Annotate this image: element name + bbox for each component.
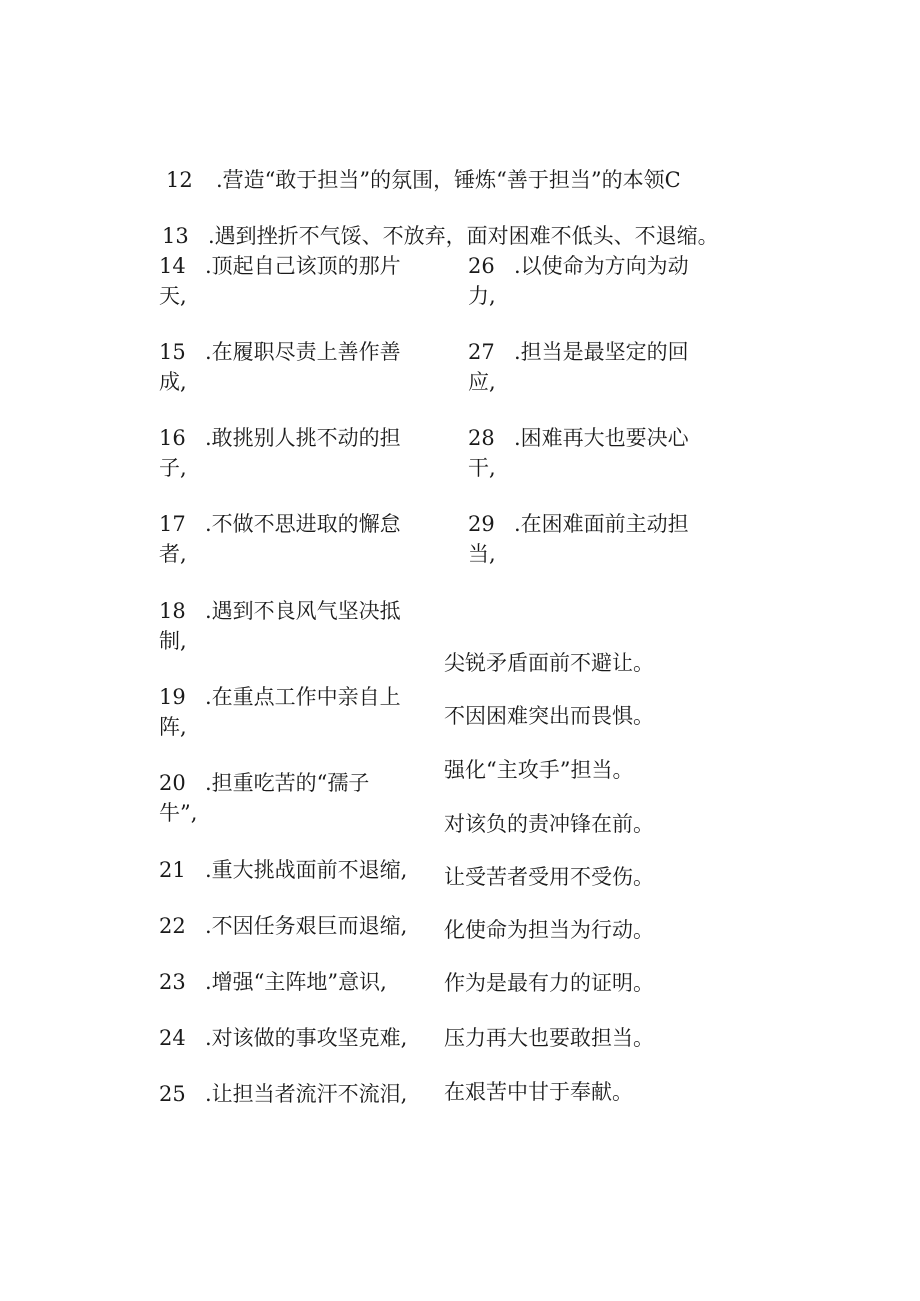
- item-text: .敢挑别人挑不动的担: [205, 426, 401, 450]
- list-item-20: [159, 768, 369, 828]
- list-item-continuation-right: 尖锐矛盾面前不避让。: [444, 651, 654, 675]
- list-item-25: [159, 1081, 407, 1107]
- item-text: .不做不思进取的懈怠: [205, 512, 401, 536]
- item-continuation: 应,: [468, 370, 496, 394]
- item-text: .担当是最坚定的回: [514, 340, 689, 364]
- list-item-continuation-right: 对该负的责冲锋在前。: [444, 812, 654, 836]
- item-number: 23: [159, 970, 186, 994]
- item-number: 14: [159, 254, 186, 278]
- list-item-continuation-right: 作为是最有力的证明。: [444, 971, 654, 995]
- list-item-continuation-right: 在艰苦中甘于奉献。: [444, 1080, 633, 1104]
- item-continuation: 干,: [468, 456, 496, 480]
- item-number: 19: [159, 685, 186, 709]
- item-number: 27: [468, 340, 495, 364]
- list-item-18: [159, 596, 401, 656]
- item-number: 26: [468, 254, 495, 278]
- list-item-24: [159, 1025, 407, 1051]
- item-number: 24: [159, 1026, 186, 1050]
- list-item-17: [159, 509, 401, 569]
- list-item-continuation-right: 化使命为担当为行动。: [444, 918, 654, 942]
- list-item-23: [159, 969, 387, 995]
- item-number: 20: [159, 771, 186, 795]
- item-text: .不因任务艰巨而退缩,: [205, 914, 408, 938]
- list-item-22: [159, 913, 407, 939]
- item-continuation: 阵,: [159, 715, 187, 739]
- item-text: .在重点工作中亲自上: [205, 685, 401, 709]
- list-item-29: [468, 509, 689, 569]
- item-continuation: 天,: [159, 284, 187, 308]
- item-text: .顶起自己该顶的那片: [205, 254, 401, 278]
- item-number: 29: [468, 512, 495, 536]
- item-number: 21: [159, 858, 186, 882]
- item-number: 28: [468, 426, 495, 450]
- item-continuation: 制,: [159, 629, 187, 653]
- list-item-27: [468, 337, 689, 397]
- item-number: 13: [162, 224, 189, 248]
- item-number: 22: [159, 914, 186, 938]
- item-text: .担重吃苦的“孺子: [205, 771, 370, 795]
- item-text: .让担当者流汗不流泪,: [205, 1082, 408, 1106]
- item-continuation: 牛”,: [159, 801, 198, 825]
- list-item-21: [159, 857, 407, 883]
- item-text: .增强“主阵地”意识,: [205, 970, 387, 994]
- item-number: 15: [159, 340, 186, 364]
- item-text: .在履职尽责上善作善: [205, 340, 401, 364]
- list-item-continuation-right: 压力再大也要敢担当。: [444, 1026, 654, 1050]
- list-item-15: [159, 337, 401, 397]
- list-item-19: [159, 682, 401, 742]
- item-text: .以使命为方向为动: [514, 254, 689, 278]
- item-text: .重大挑战面前不退缩,: [205, 858, 408, 882]
- item-number: 25: [159, 1082, 186, 1106]
- list-item-14: [159, 251, 401, 311]
- item-text: .遇到不良风气坚决抵: [205, 599, 401, 623]
- item-number: 18: [159, 599, 186, 623]
- list-item-continuation-right: 让受苦者受用不受伤。: [444, 865, 654, 889]
- list-item-continuation-right: 强化“主攻手”担当。: [444, 758, 634, 782]
- item-number: 17: [159, 512, 186, 536]
- item-text: .遇到挫折不气馁、不放弃，面对困难不低头、不退缩。: [208, 224, 719, 248]
- list-item-16: [159, 423, 401, 483]
- item-text: .在困难面前主动担: [514, 512, 689, 536]
- item-continuation: 子,: [159, 456, 187, 480]
- item-text: .困难再大也要决心: [514, 426, 689, 450]
- item-continuation: 成,: [159, 370, 187, 394]
- list-item-28: [468, 423, 689, 483]
- list-item-26: [468, 251, 689, 311]
- item-number: 12: [166, 168, 193, 192]
- item-number: 16: [159, 426, 186, 450]
- list-item-13: [162, 223, 719, 249]
- item-continuation: 当,: [468, 542, 496, 566]
- item-text: .营造“敢于担当”的氛围，锤炼“善于担当”的本领C: [216, 168, 681, 192]
- item-continuation: 力,: [468, 284, 496, 308]
- item-text: .对该做的事攻坚克难,: [205, 1026, 408, 1050]
- list-item-continuation-right: 不因困难突出而畏惧。: [444, 704, 654, 728]
- item-continuation: 者,: [159, 542, 187, 566]
- list-item-12: [166, 167, 681, 193]
